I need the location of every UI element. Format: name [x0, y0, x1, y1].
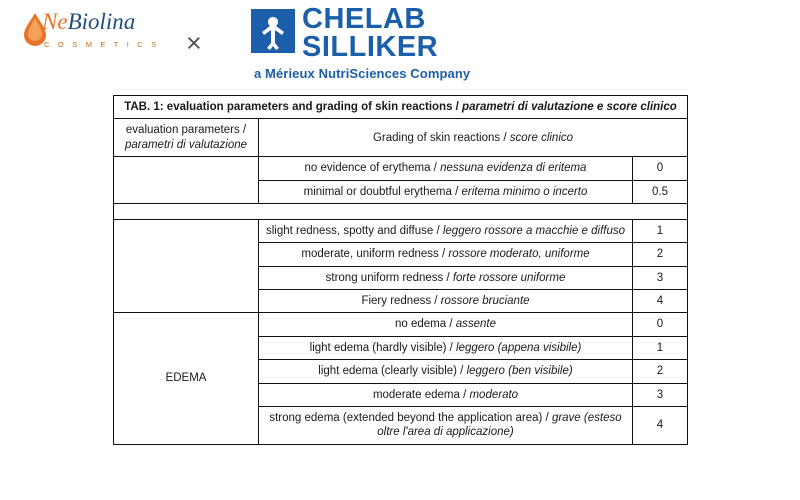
evaluation-parameters-header	[114, 119, 259, 157]
row-description	[259, 219, 633, 242]
row-score: 0	[633, 313, 688, 336]
table-title-en: TAB. 1: evaluation parameters and grading of skin reactions /	[124, 101, 463, 113]
row-description-it: grave (esteso oltre l'area di applicazione)	[377, 411, 622, 439]
row-score: 4	[633, 406, 688, 444]
nebiolina-word-part-2: Biolina	[67, 9, 136, 34]
water-drop-icon	[22, 12, 48, 46]
page-header	[0, 0, 800, 88]
erythema-label-cell-2	[114, 219, 259, 313]
table-spacer-row	[114, 203, 688, 219]
chelab-silliker-logo	[250, 3, 580, 81]
row-description	[259, 266, 633, 289]
row-description-en: moderate edema /	[372, 388, 470, 401]
row-description-it: leggero rossore a macchie e diffuso	[442, 224, 626, 237]
row-score: 0	[633, 157, 688, 180]
chelab-line2: SILLIKER	[302, 30, 439, 63]
row-description-en: slight redness, spotty and diffuse /	[265, 224, 443, 237]
multiplication-cross-icon: ×	[186, 28, 202, 58]
row-description-it: moderato	[469, 388, 519, 401]
row-description-it: leggero (appena visibile)	[456, 341, 582, 354]
row-description-en: light edema (hardly visible) /	[309, 341, 457, 354]
param-header-en: evaluation parameters /	[125, 124, 247, 137]
chelab-emblem-icon	[250, 8, 296, 54]
erythema-label-cell	[114, 157, 259, 204]
row-description	[259, 313, 633, 336]
row-score: 1	[633, 336, 688, 359]
table-row	[114, 219, 688, 242]
grading-table	[113, 95, 688, 445]
row-score: 4	[633, 290, 688, 313]
row-description-en: strong edema (extended beyond the application area) /	[269, 411, 552, 424]
row-description-en: no edema /	[394, 318, 456, 331]
table-row-title	[114, 96, 688, 119]
grading-header-it: score clinico	[509, 131, 574, 144]
row-score: 3	[633, 266, 688, 289]
row-description	[259, 383, 633, 406]
nebiolina-logo	[16, 10, 166, 49]
nebiolina-word-part-1: Ne	[42, 9, 68, 34]
table-row	[114, 313, 688, 336]
row-description	[259, 290, 633, 313]
row-score: 2	[633, 360, 688, 383]
row-description-en: Fiery redness /	[361, 295, 441, 307]
table-title	[114, 96, 688, 119]
table-title-it: parametri di valutazione e score clinico	[462, 101, 677, 113]
row-description-en: no evidence of erythema /	[304, 162, 441, 175]
row-description	[259, 243, 633, 266]
row-description-it: nessuna evidenza di eritema	[440, 162, 587, 175]
chelab-wordmark	[302, 3, 439, 63]
chelab-tagline: a Mérieux NutriSciences Company	[254, 65, 471, 81]
row-score: 3	[633, 383, 688, 406]
row-description-it: rossore moderato, uniforme	[448, 248, 590, 261]
row-description	[259, 157, 633, 180]
row-description-en: light edema (clearly visible) /	[318, 365, 467, 378]
row-description	[259, 336, 633, 359]
row-description-it: rossore bruciante	[440, 295, 530, 307]
row-description-it: eritema minimo o incerto	[461, 185, 588, 198]
row-description-en: moderate, uniform redness /	[301, 248, 449, 261]
row-description-it: leggero (ben visibile)	[466, 365, 573, 378]
row-description	[259, 360, 633, 383]
edema-label-cell: EDEMA	[114, 313, 259, 444]
row-description-en: minimal or doubtful erythema /	[303, 185, 462, 198]
row-description	[259, 406, 633, 444]
row-description-it: assente	[455, 318, 496, 331]
table-row-headers	[114, 119, 688, 157]
row-score: 2	[633, 243, 688, 266]
grading-header-en: Grading of skin reactions /	[372, 131, 510, 144]
chelab-line1: CHELAB	[302, 3, 426, 35]
row-description	[259, 180, 633, 203]
grading-table-container	[113, 95, 688, 445]
row-score: 1	[633, 219, 688, 242]
grading-header	[259, 119, 688, 157]
nebiolina-subtitle: C O S M E T I C S	[44, 40, 160, 49]
row-description-it: forte rossore uniforme	[452, 271, 566, 284]
table-row	[114, 157, 688, 180]
param-header-it: parametri di valutazione	[124, 138, 248, 151]
row-score: 0.5	[633, 180, 688, 203]
row-description-en: strong uniform redness /	[325, 271, 453, 284]
